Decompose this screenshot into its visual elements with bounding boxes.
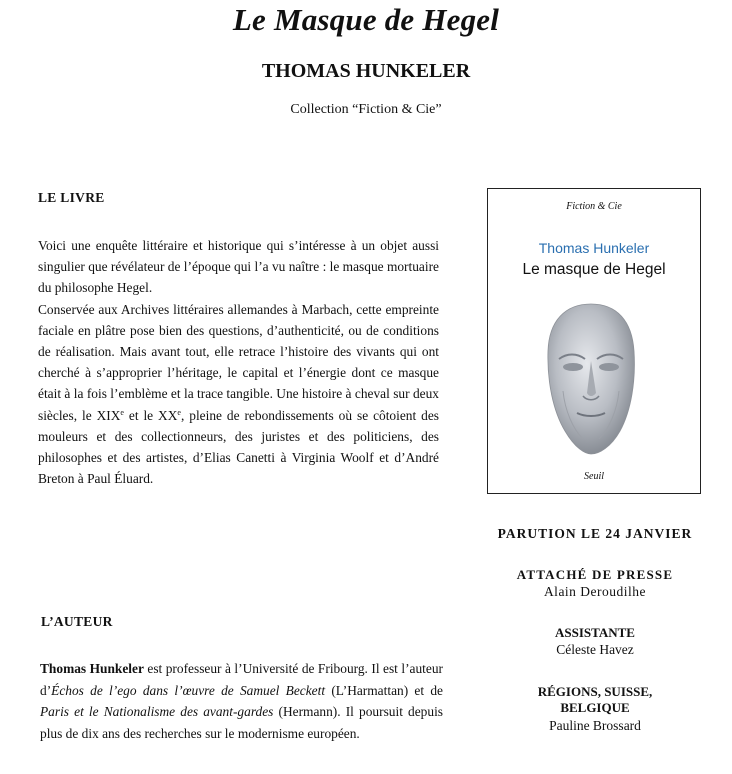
cover-collection: Fiction & Cie [566,201,622,212]
assistant-label: ASSISTANTE [555,625,635,640]
collection-label: Collection “Fiction & Cie” [290,102,442,117]
cover-publisher: Seuil [584,471,604,482]
livre-paragraph-2-part-a: Conservée aux Archives littéraires allemandes à Marbach, cette empreinte faciale en plâtre pose bien des questions, d’authenticité, ou de conditions de réalisation. Mais avant tout, elle retrace l’histoire des vivants qui ont cherché à s’approprier l’héritage, le capital et l’énergie dont ce masque était à la fois l’emblème et la trace tangible. Une histoire à cheval sur deux siècles, le XIX [38,301,439,423]
century-superscript: e [177,407,181,417]
regions-label [486,684,704,716]
regions-label-line-2: BELGIQUE [560,700,630,715]
livre-paragraph-2-part-b: et le XX [123,407,178,423]
book-cover [487,188,701,494]
book-title-2: Paris et le Nationalisme des avant-gardes [40,704,274,720]
regions-label-line-1: RÉGIONS, SUISSE, [537,684,653,699]
author-name: THOMAS HUNKELER [261,60,471,82]
auteur-text-3: (Hermann). Il poursuit depuis plus de dix ans des recherches sur le modernisme européen. [40,704,443,741]
page-title: Le Masque de Hegel [232,2,500,37]
book-title-1: Échos de l’ego dans l’œuvre de Samuel Beckett [51,682,326,698]
auteur-text-2: (L’Harmattan) et de [325,682,444,698]
livre-heading: LE LIVRE [38,190,105,205]
century-superscript: e [120,407,124,417]
death-mask-image [543,301,639,457]
auteur-text-1: est professeur à l’Université de Fribourg. Il est l’auteur d’ [40,661,443,698]
release-date: PARUTION LE 24 JANVIER [497,526,693,541]
livre-description [38,235,439,489]
cover-author: Thomas Hunkeler [538,240,650,256]
regions-contact-name: Pauline Brossard [549,718,641,733]
livre-paragraph-2 [38,299,439,490]
cover-title: Le masque de Hegel [522,261,666,278]
auteur-heading: L’AUTEUR [41,614,113,629]
press-attache-name: Alain Deroudilhe [543,584,647,599]
auteur-name: Thomas Hunkeler [40,661,144,676]
livre-paragraph-2-part-c: , pleine de rebondissements où se côtoient des mouleurs et des collectionneurs, des juristes et des politiciens, des philosophes et des artistes, d’Elias Canetti à Virginia Woolf et d’André Breton à Paul Éluard. [38,407,439,487]
livre-paragraph-1: Voici une enquête littéraire et historique qui s’intéresse à un objet aussi singulier que révélateur de l’époque qui l’a vu naître : le masque mortuaire du philosophe Hegel. [38,238,439,296]
auteur-description [40,658,443,744]
assistant-name: Céleste Havez [556,642,634,657]
press-attache-label: ATTACHÉ DE PRESSE [516,567,674,582]
